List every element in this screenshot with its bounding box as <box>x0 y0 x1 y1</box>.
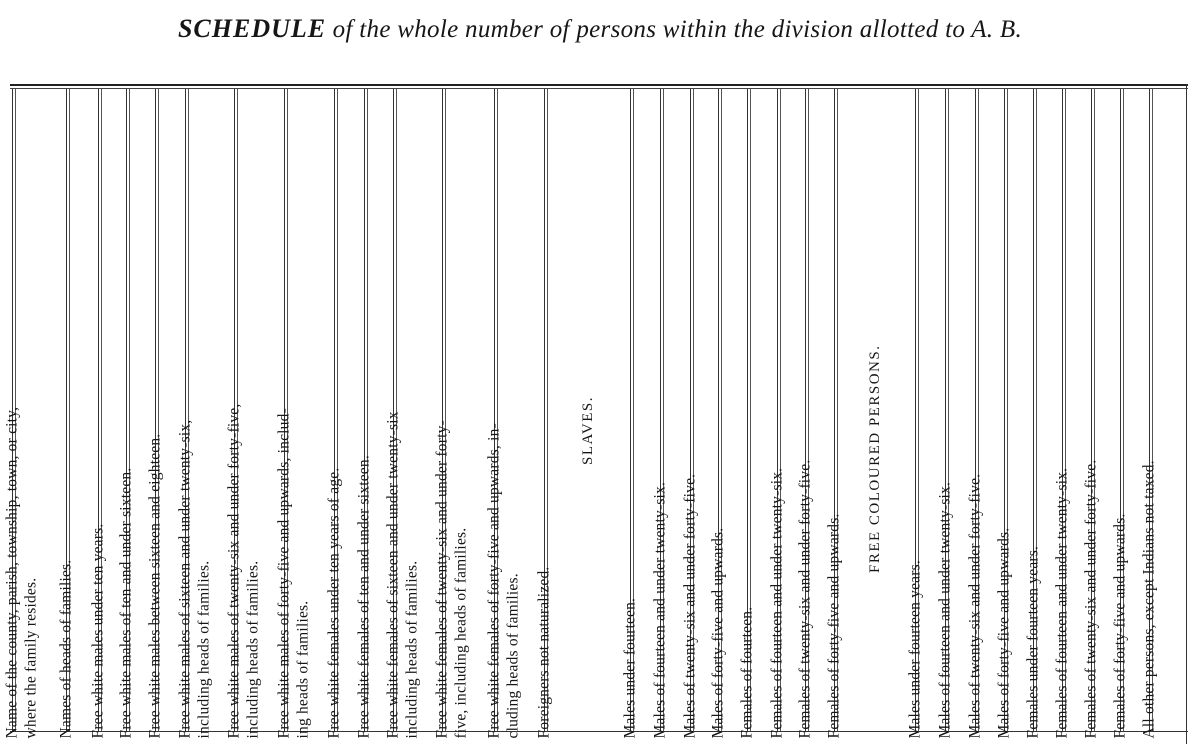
column-heading-text: Males under fourteen. <box>621 597 639 739</box>
column-heading-text: Females of fourteen and under twenty-six. <box>768 467 786 739</box>
column-heading-text: Females of fourteen and under twenty-six. <box>1053 467 1071 739</box>
column-heading-text: cluding heads of families. <box>504 573 522 739</box>
column-heading-text: Males of twenty-six and under forty-five. <box>681 473 699 739</box>
column-heading-text: Free white females of forty-five and upwards, in- <box>485 423 503 739</box>
column-heading-text: ing heads of families. <box>294 600 312 739</box>
group-header-free-coloured: FREE COLOURED PERSONS. <box>867 344 883 573</box>
title-lead: SCHEDULE <box>177 14 327 43</box>
right-edge-rule <box>1186 84 1187 744</box>
column-heading-text: Females of fourteen. <box>738 606 756 739</box>
column-heading-text: Names of heads of families. <box>57 559 75 739</box>
column-heading-text: Free white males of twenty-six and under forty-five, <box>225 403 243 739</box>
top-rule <box>10 84 1188 86</box>
column-heading-text: Males of forty-five and upwards. <box>995 527 1013 739</box>
column-heading-text: Free white females of twenty-six and under forty- <box>433 420 451 739</box>
column-heading-text: including heads of families. <box>244 560 262 739</box>
column-heading-text: including heads of families. <box>403 560 421 739</box>
column-heading-text: Free white females of sixteen and under twenty-six <box>384 411 402 739</box>
schedule-title <box>0 14 1200 44</box>
column-heading-text: Free white females under ten years of age. <box>325 467 343 739</box>
column-heading-text: Foreigners not naturalized. <box>535 566 553 739</box>
column-heading-text: Free white males between sixteen and eighteen. <box>146 433 164 739</box>
column-heading-text: including heads of families. <box>195 560 213 739</box>
column-heading-text: Males of fourteen and under twenty-six. <box>936 481 954 739</box>
column-heading-text: Females under fourteen years. <box>1024 545 1042 739</box>
column-heading-text: Females of forty-five and upwards. <box>1111 513 1129 739</box>
column-heading-text: Free white males of forty-five and upwards, includ- <box>275 408 293 739</box>
column-heading-text: Females of forty-five and upwards. <box>825 513 843 739</box>
column-heading-text: Free white males of sixteen and under twenty-six, <box>176 419 194 739</box>
column-heading-text: five, including heads of families. <box>452 527 470 739</box>
column-heading-text: Free white males under ten years. <box>89 523 107 739</box>
column-heading-text: Free white males of ten and under sixteen. <box>117 467 135 739</box>
column-heading-text: Males of fourteen and under twenty-six. <box>651 481 669 739</box>
column-heading-text: where the family resides. <box>22 577 40 739</box>
column-heading-text: Free white females of ten and under sixteen. <box>355 455 373 739</box>
column-heading-text: Males under fourteen years. <box>906 560 924 739</box>
column-heading-text: Name of the county, parish, township, town, or city, <box>3 406 21 739</box>
column-heading-text: All other persons, except Indians not taxed. <box>1140 460 1158 739</box>
column-heading-text: Males of forty-five and upwards. <box>709 527 727 739</box>
group-header-slaves: SLAVES. <box>580 396 596 465</box>
column-heading-text: Females of twenty-six and under forty-five. <box>1082 459 1100 739</box>
title-rest: of the whole number of persons within the division allotted to A. B. <box>326 16 1023 43</box>
column-heading-text: Females of twenty-six and under forty-five. <box>796 459 814 739</box>
column-heading-text: Males of twenty-six and under forty-five. <box>966 473 984 739</box>
schedule-column <box>1140 89 1186 739</box>
